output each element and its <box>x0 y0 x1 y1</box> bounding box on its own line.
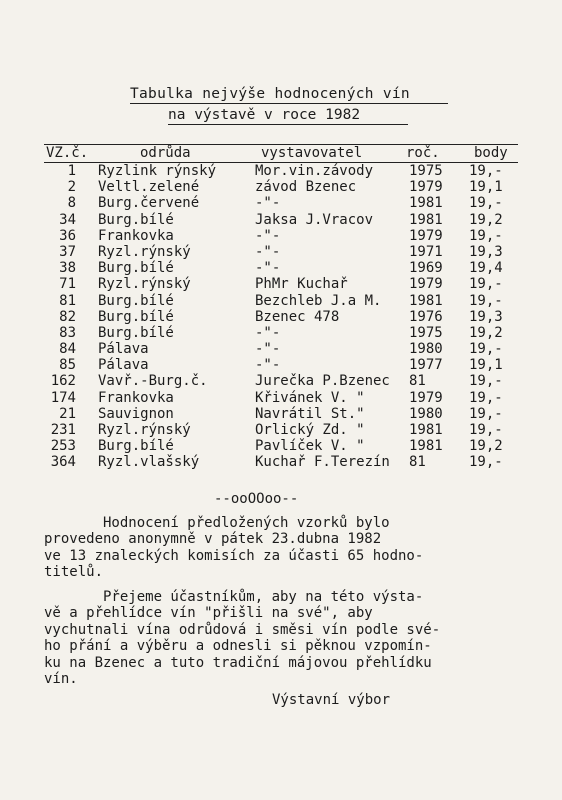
cell-vintage: 1979 <box>409 276 443 293</box>
cell-variety: Ryzl.rýnský <box>98 422 191 438</box>
header-vintage: roč. <box>406 145 440 161</box>
cell-sample-number: 81 <box>59 292 76 309</box>
cell-points: 19,- <box>469 405 503 422</box>
cell-vintage: 1977 <box>409 357 443 374</box>
cell-sample-number: 83 <box>59 324 76 341</box>
table-row <box>44 179 518 195</box>
cell-sample-number: 174 <box>50 389 76 406</box>
cell-points: 19,- <box>469 454 503 471</box>
cell-points: 19,3 <box>469 243 503 260</box>
cell-sample-number: 8 <box>67 195 76 212</box>
cell-sample-number: 21 <box>59 405 76 422</box>
subtitle-underline <box>168 124 408 125</box>
cell-vintage: 81 <box>409 373 426 390</box>
table-header <box>44 144 518 163</box>
cell-exhibitor: -"- <box>255 195 281 212</box>
cell-exhibitor: -"- <box>255 341 281 358</box>
cell-sample-number: 162 <box>50 373 76 390</box>
cell-exhibitor: Bzenec 478 <box>255 308 340 325</box>
cell-sample-number: 231 <box>50 422 76 438</box>
cell-exhibitor: -"- <box>255 227 281 244</box>
cell-exhibitor: Bezchleb J.a M. <box>255 292 382 309</box>
table-row <box>44 422 518 438</box>
cell-variety: Ryzlink rýnský <box>98 163 217 179</box>
cell-variety: Frankovka <box>98 227 174 244</box>
cell-sample-number: 2 <box>67 179 76 196</box>
table-body <box>44 163 518 471</box>
header-variety: odrůda <box>140 145 191 161</box>
cell-variety: Burg.bílé <box>98 211 174 228</box>
cell-points: 19,- <box>469 227 503 244</box>
cell-sample-number: 1 <box>67 163 76 179</box>
section-separator: --ooOOoo-- <box>214 491 299 507</box>
cell-variety: Burg.červené <box>98 195 200 212</box>
cell-exhibitor: Jaksa J.Vracov <box>255 211 374 228</box>
cell-vintage: 1981 <box>409 211 443 228</box>
cell-exhibitor: Pavlíček V. " <box>255 438 365 455</box>
cell-vintage: 1980 <box>409 405 443 422</box>
cell-vintage: 1981 <box>409 292 443 309</box>
cell-variety: Burg.bílé <box>98 260 174 277</box>
cell-exhibitor: Kuchař F.Terezín <box>255 454 390 471</box>
cell-sample-number: 85 <box>59 357 76 374</box>
cell-exhibitor: -"- <box>255 357 281 374</box>
cell-sample-number: 36 <box>59 227 76 244</box>
cell-points: 19,- <box>469 389 503 406</box>
table-row <box>44 163 518 179</box>
cell-points: 19,- <box>469 163 503 179</box>
cell-points: 19,3 <box>469 308 503 325</box>
cell-vintage: 81 <box>409 454 426 471</box>
cell-sample-number: 38 <box>59 260 76 277</box>
cell-points: 19,- <box>469 373 503 390</box>
cell-variety: Burg.bílé <box>98 324 174 341</box>
cell-variety: Ryzl.rýnský <box>98 276 191 293</box>
greeting-paragraph: Přejeme účastníkům, aby na této výsta- vě a přehlídce vín "přišli na své", aby vychutnali vína odrůdová i směsi vín podle své- ho přání a výběru a odnesli si pěknou vzpomín- ku na Bzenec a tuto tradiční májovou přehlídku vín. <box>44 589 441 688</box>
cell-sample-number: 34 <box>59 211 76 228</box>
cell-exhibitor: Orlický Zd. " <box>255 422 365 438</box>
cell-variety: Ryzl.vlašský <box>98 454 200 471</box>
table-row <box>44 195 518 211</box>
table-row <box>44 276 518 292</box>
cell-sample-number: 82 <box>59 308 76 325</box>
table-row <box>44 260 518 276</box>
cell-vintage: 1979 <box>409 389 443 406</box>
table-row <box>44 309 518 325</box>
cell-points: 19,2 <box>469 211 503 228</box>
cell-exhibitor: -"- <box>255 260 281 277</box>
cell-exhibitor: PhMr Kuchař <box>255 276 348 293</box>
cell-variety: Burg.bílé <box>98 438 174 455</box>
table-row <box>44 373 518 389</box>
cell-exhibitor: -"- <box>255 243 281 260</box>
cell-vintage: 1979 <box>409 227 443 244</box>
evaluation-paragraph: Hodnocení předložených vzorků bylo provedeno anonymně v pátek 23.dubna 1982 ve 13 znaleckých komisích za účasti 65 hodno- titelů. <box>44 515 424 581</box>
cell-variety: Veltl.zelené <box>98 179 200 196</box>
cell-vintage: 1981 <box>409 422 443 438</box>
document-title: Tabulka nejvýše hodnocených vín <box>130 86 410 102</box>
cell-vintage: 1975 <box>409 163 443 179</box>
cell-points: 19,4 <box>469 260 503 277</box>
cell-sample-number: 71 <box>59 276 76 293</box>
table-row <box>44 454 518 470</box>
cell-variety: Burg.bílé <box>98 292 174 309</box>
cell-variety: Burg.bílé <box>98 308 174 325</box>
cell-vintage: 1979 <box>409 179 443 196</box>
table-row <box>44 212 518 228</box>
table-row <box>44 357 518 373</box>
cell-variety: Pálava <box>98 357 149 374</box>
document-subtitle: na výstavě v roce 1982 <box>168 107 361 123</box>
table-row <box>44 244 518 260</box>
table-row <box>44 341 518 357</box>
table-row <box>44 293 518 309</box>
cell-points: 19,- <box>469 422 503 438</box>
cell-exhibitor: Křivánek V. " <box>255 389 365 406</box>
cell-points: 19,2 <box>469 438 503 455</box>
cell-variety: Vavř.-Burg.č. <box>98 373 208 390</box>
cell-exhibitor: Mor.vin.závody <box>255 163 374 179</box>
table-row <box>44 406 518 422</box>
cell-exhibitor: Jurečka P.Bzenec <box>255 373 390 390</box>
cell-vintage: 1981 <box>409 195 443 212</box>
wine-results-table <box>44 144 518 471</box>
cell-points: 19,2 <box>469 324 503 341</box>
table-row <box>44 228 518 244</box>
cell-variety: Ryzl.rýnský <box>98 243 191 260</box>
cell-vintage: 1980 <box>409 341 443 358</box>
header-exhibitor: vystavovatel <box>261 145 363 161</box>
cell-points: 19,- <box>469 341 503 358</box>
cell-variety: Pálava <box>98 341 149 358</box>
cell-vintage: 1969 <box>409 260 443 277</box>
header-sample-number: VZ.č. <box>46 145 89 161</box>
table-row <box>44 438 518 454</box>
cell-sample-number: 84 <box>59 341 76 358</box>
cell-exhibitor: závod Bzenec <box>255 179 357 196</box>
title-underline <box>130 103 448 104</box>
header-points: body <box>474 145 508 161</box>
cell-points: 19,1 <box>469 179 503 196</box>
cell-variety: Frankovka <box>98 389 174 406</box>
cell-sample-number: 37 <box>59 243 76 260</box>
cell-points: 19,1 <box>469 357 503 374</box>
cell-exhibitor: Navrátil St." <box>255 405 365 422</box>
cell-sample-number: 364 <box>50 454 76 471</box>
signature: Výstavní výbor <box>272 692 391 708</box>
cell-points: 19,- <box>469 292 503 309</box>
cell-points: 19,- <box>469 276 503 293</box>
cell-vintage: 1981 <box>409 438 443 455</box>
cell-variety: Sauvignon <box>98 405 174 422</box>
cell-points: 19,- <box>469 195 503 212</box>
cell-vintage: 1975 <box>409 324 443 341</box>
cell-vintage: 1971 <box>409 243 443 260</box>
table-row <box>44 390 518 406</box>
cell-exhibitor: -"- <box>255 324 281 341</box>
cell-vintage: 1976 <box>409 308 443 325</box>
cell-sample-number: 253 <box>50 438 76 455</box>
table-row <box>44 325 518 341</box>
